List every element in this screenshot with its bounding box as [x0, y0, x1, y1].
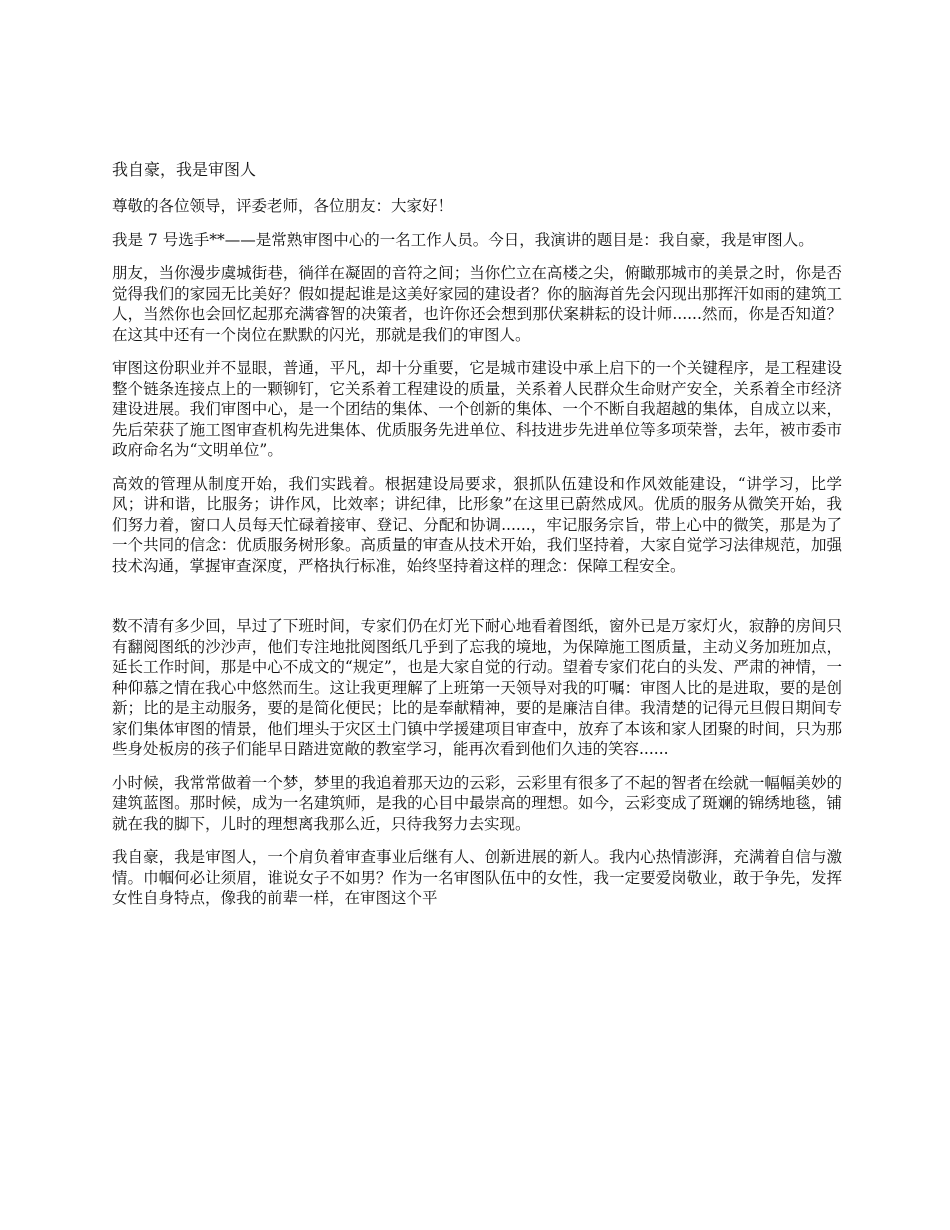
- document-title: 我自豪，我是审图人: [112, 160, 257, 179]
- body-paragraph: 朋友，当你漫步虞城街巷，徜徉在凝固的音符之间；当你伫立在高楼之尖，俯瞰那城市的美景之时，你是否觉得我们的家园无比美好？假如提起谁是这美好家园的建设者？你的脑海首先会闪现出那挥汗如雨的建筑工人，当然你也会回忆起那充满睿智的决策者，也许你还会想到那伏案耕耘的设计师......然而，你是否知道？在这其中还有一个岗位在默默的闪光，那就是我们的审图人。: [112, 264, 842, 344]
- body-paragraph: 小时候，我常常做着一个梦，梦里的我追着那天边的云彩，云彩里有很多了不起的智者在绘就一幅幅美妙的建筑蓝图。那时候，成为一名建筑师，是我的心目中最崇高的理想。如今，云彩变成了斑斓的锦绣地毯，铺就在我的脚下，儿时的理想离我那么近，只待我努力去实现。: [112, 773, 842, 833]
- body-paragraph: 高效的管理从制度开始，我们实践着。根据建设局要求，狠抓队伍建设和作风效能建设，“讲学习，比学风；讲和谐，比服务；讲作风，比效率；讲纪律，比形象”在这里已蔚然成风。优质的服务从微笑开始，我们努力着，窗口人员每天忙碌着接审、登记、分配和协调......，牢记服务宗旨，带上心中的微笑，那是为了一个共同的信念：优质服务树形象。高质量的审查从技术开始，我们坚持着，大家自觉学习法律规范，加强技术沟通，掌握审查深度，严格执行标准，始终坚持着这样的理念：保障工程安全。: [112, 474, 842, 575]
- body-paragraph: 我自豪，我是审图人，一个肩负着审查事业后继有人、创新进展的新人。我内心热情澎湃，充满着自信与激情。巾帼何必让须眉，谁说女子不如男？作为一名审图队伍中的女性，我一定要爱岗敬业，敢于争先，发挥女性自身特点，像我的前辈一样，在审图这个平: [112, 848, 842, 907]
- body-paragraph: 审图这份职业并不显眼，普通，平凡，却十分重要，它是城市建设中承上启下的一个关键程序，是工程建设整个链条连接点上的一颗铆钉，它关系着工程建设的质量，关系着人民群众生命财产安全，关系着全市经济建设进展。我们审图中心，是一个团结的集体、一个创新的集体、一个不断自我超越的集体，自成立以来，先后荣获了施工图审查机构先进集体、优质服务先进单位、科技进步先进单位等多项荣誉，去年，被市委市政府命名为“文明单位”。: [112, 359, 842, 459]
- document-page: [112, 160, 842, 922]
- body-paragraph: 数不清有多少回，早过了下班时间，专家们仍在灯光下耐心地看着图纸，窗外已是万家灯火，寂静的房间只有翻阅图纸的沙沙声，他们专注地批阅图纸几乎到了忘我的境地，为保障施工图质量，主动义务加班加点，延长工作时间，那是中心不成文的“规定”，也是大家自觉的行动。望着专家们花白的头发、严肃的神情，一种仰慕之情在我心中悠然而生。这让我更理解了上班第一天领导对我的叮嘱：审图人比的是进取，要的是创新；比的是主动服务，要的是简化便民；比的是奉献精神，要的是廉洁自律。我清楚的记得元旦假日期间专家们集体审图的情景，他们埋头于灾区土门镇中学援建项目审查中，放弃了本该和家人团聚的时间，只为那些身处板房的孩子们能早日踏进宽敞的教室学习，能再次看到他们久违的笑容......: [112, 617, 842, 758]
- intro-paragraph: 我是 7 号选手**——是常熟审图中心的一名工作人员。今日，我演讲的题目是：我自豪，我是审图人。: [112, 230, 814, 249]
- greeting-paragraph: 尊敬的各位领导，评委老师，各位朋友：大家好！: [112, 197, 454, 215]
